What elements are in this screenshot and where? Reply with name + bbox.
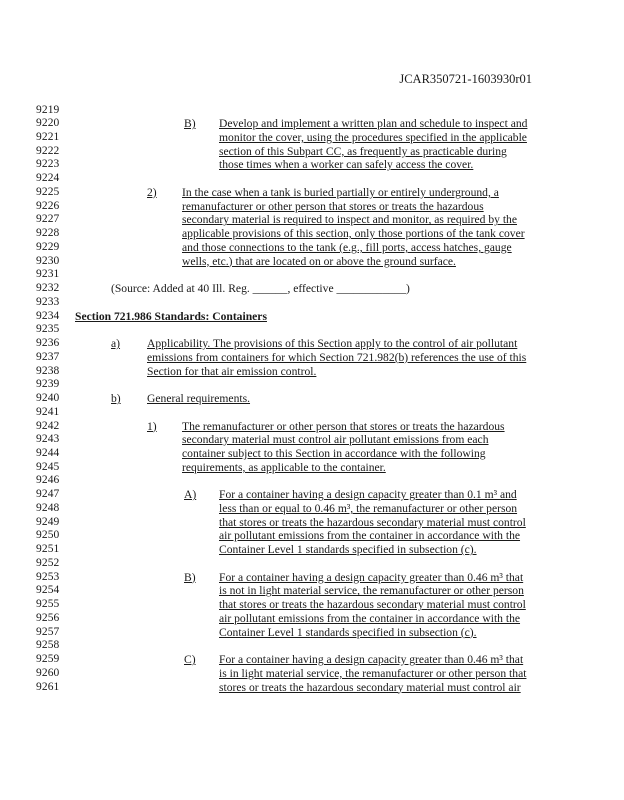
line-text: secondary material must control air pollutant emissions from each — [182, 433, 489, 447]
line-number: 9253 — [36, 570, 60, 583]
line-text: and those connections to the tank (e.g., fill ports, access hatches, gauge — [182, 240, 512, 254]
line-number: 9254 — [36, 584, 60, 597]
line-number: 9237 — [36, 350, 60, 363]
line-number: 9238 — [36, 364, 60, 377]
line-text: that stores or treats the hazardous secondary material must control — [219, 515, 526, 529]
line-number: 9244 — [36, 447, 60, 459]
line-number: 9259 — [36, 653, 60, 666]
line-number: 9219 — [36, 103, 60, 116]
line-number: 9245 — [36, 460, 60, 473]
line-number: 9240 — [36, 392, 60, 405]
line-text: For a container having a design capacity greater than 0.46 m³ that — [219, 653, 524, 667]
line-number: 9232 — [36, 282, 60, 295]
line-number: 9224 — [36, 172, 60, 185]
line-text: 1) — [147, 419, 157, 433]
line-text: monitor the cover, using the procedures specified in the applicable — [219, 130, 527, 144]
document-id: JCAR350721-1603930r01 — [399, 72, 532, 86]
line-text: Section for that air emission control. — [147, 364, 317, 378]
line-number: 9227 — [36, 213, 60, 226]
line-number: 9257 — [36, 625, 60, 638]
line-number: 9239 — [36, 378, 60, 391]
line-number: 9235 — [36, 323, 60, 336]
line-text: Container Level 1 standards specified in subsection (c). — [219, 625, 477, 639]
line-text: that stores or treats the hazardous secondary material must control — [219, 598, 526, 612]
line-text: For a container having a design capacity greater than 0.46 m³ that — [219, 570, 524, 584]
line-text: emissions from containers for which Section 721.982(b) references the use of this — [147, 350, 527, 364]
line-text: air pollutant emissions from the container in accordance with the — [219, 611, 521, 625]
line-text: General requirements. — [147, 392, 251, 406]
line-number: 9234 — [36, 309, 60, 322]
line-text: wells, etc.) that are located on or above the ground surface. — [182, 254, 456, 268]
line-number: 9249 — [36, 515, 60, 528]
line-text: section of this Subpart CC, as frequently as practicable during — [219, 144, 507, 158]
line-text: A) — [184, 488, 197, 502]
line-number: 9242 — [36, 419, 60, 432]
line-number: 9231 — [36, 268, 60, 281]
line-number: 9230 — [36, 254, 60, 267]
line-text: is not in light material service, the remanufacturer or other person — [219, 584, 524, 598]
line-number: 9250 — [36, 529, 60, 542]
line-text: The remanufacturer or other person that stores or treats the hazardous — [182, 419, 505, 433]
line-number: 9258 — [36, 639, 60, 652]
line-number: 9246 — [36, 474, 60, 487]
line-text: In the case when a tank is buried partially or entirely underground, a — [182, 185, 499, 199]
line-number: 9236 — [36, 337, 60, 350]
line-text: B) — [184, 570, 196, 584]
line-text: (Source: Added at 40 Ill. Reg. ______, effective ____________) — [111, 282, 410, 296]
line-text: Develop and implement a written plan and schedule to inspect and — [219, 117, 528, 131]
line-text: B) — [184, 117, 196, 131]
line-text: air pollutant emissions from the container in accordance with the — [219, 529, 521, 543]
line-number: 9252 — [36, 556, 60, 569]
line-text: those times when a worker can safely access the cover. — [219, 158, 474, 172]
line-text: For a container having a design capacity greater than 0.1 m³ and — [219, 488, 517, 502]
line-text: remanufacturer or other person that stores or treats the hazardous — [182, 199, 484, 213]
line-number: 9223 — [36, 158, 60, 171]
line-text: stores or treats the hazardous secondary material must control air — [219, 680, 521, 694]
line-number: 9261 — [36, 680, 60, 693]
line-number: 9251 — [36, 543, 60, 556]
line-text: b) — [111, 392, 121, 406]
line-number: 9233 — [36, 295, 60, 308]
line-number: 9241 — [36, 405, 60, 418]
line-number: 9247 — [36, 488, 60, 501]
line-number: 9221 — [36, 130, 60, 143]
line-text: C) — [184, 653, 196, 667]
line-text: Section 721.986 Standards: Containers — [75, 309, 267, 323]
line-number: 9243 — [36, 433, 60, 446]
line-text: 2) — [147, 185, 157, 199]
line-text: requirements, as applicable to the container. — [182, 460, 386, 474]
line-number: 9220 — [36, 117, 60, 130]
line-number: 9260 — [36, 666, 60, 679]
line-text: Applicability. The provisions of this Section apply to the control of air pollutant — [147, 337, 518, 351]
line-text: a) — [111, 337, 121, 351]
line-number: 9225 — [36, 185, 60, 198]
line-text: secondary material is required to inspect and monitor, as required by the — [182, 213, 518, 227]
line-number: 9256 — [36, 611, 60, 624]
line-text: is in light material service, the remanufacturer or other person that — [219, 666, 527, 680]
line-text: container subject to this Section in accordance with the following — [182, 447, 486, 460]
line-number: 9248 — [36, 501, 60, 514]
line-text: Container Level 1 standards specified in subsection (c). — [219, 543, 477, 557]
line-number: 9229 — [36, 240, 60, 253]
line-number: 9255 — [36, 598, 60, 611]
line-number: 9228 — [36, 227, 60, 240]
line-number: 9222 — [36, 144, 60, 157]
line-text: less than or equal to 0.46 m³, the remanufacturer or other person — [219, 501, 518, 515]
line-number: 9226 — [36, 199, 60, 212]
line-text: applicable provisions of this section, only those portions of the tank cover — [182, 227, 525, 241]
